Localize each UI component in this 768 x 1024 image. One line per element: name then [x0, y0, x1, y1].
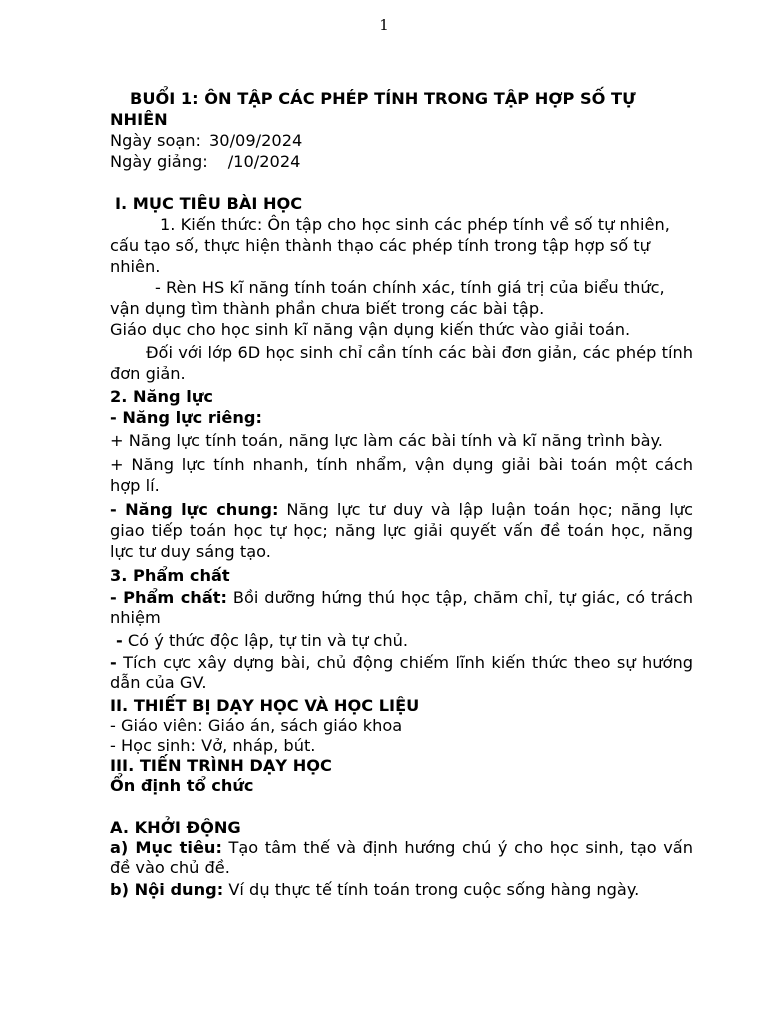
- date-prepared-value: 30/09/2024: [209, 131, 303, 150]
- specific-competence-label: - Năng lực riêng:: [110, 408, 262, 427]
- warmup-content-label: b) Nội dung:: [110, 880, 224, 899]
- date-taught: [110, 151, 693, 172]
- equipment-teacher: - Giáo viên: Giáo án, sách giáo khoa: [110, 716, 403, 735]
- process-heading: III. TIẾN TRÌNH DẠY HỌC: [110, 756, 332, 775]
- quality-paragraph: [110, 588, 693, 628]
- knowledge-paragraph: 1. Kiến thức: Ôn tập cho học sinh các phép tính về số tự nhiên, cấu tạo số, thực hiện thành thạo các phép tính trong tập hợp số tự nhiên.: [110, 215, 670, 276]
- quality-item-1: [110, 630, 693, 651]
- quality-item-2-dash: -: [110, 653, 117, 672]
- quality-item-1-text: Có ý thức độc lập, tự tin và tự chủ.: [127, 631, 409, 650]
- warmup-objective: [110, 838, 693, 878]
- warmup-content-text: Ví dụ thực tế tính toán trong cuộc sống hàng ngày.: [228, 880, 640, 899]
- class-note-paragraph: Đối với lớp 6D học sinh chỉ cần tính các bài đơn giản, các phép tính đơn giản.: [110, 343, 693, 383]
- specific-competence-item-1: + Năng lực tính toán, năng lực làm các bài tính và kĩ năng trình bày.: [110, 431, 663, 450]
- page-number: 1: [379, 16, 389, 34]
- warmup-objective-label: a) Mục tiêu:: [110, 838, 222, 857]
- quality-item-2: [110, 653, 693, 693]
- date-taught-label: Ngày giảng:: [110, 152, 208, 171]
- quality-item-2-text: Tích cực xây dựng bài, chủ động chiếm lĩnh kiến thức theo sự hướng dẫn của GV.: [110, 653, 693, 692]
- quality-text: Bồi dưỡng hứng thú học tập, chăm chỉ, tự giác, có trách nhiệm: [110, 588, 693, 627]
- date-taught-value: /10/2024: [227, 152, 301, 171]
- quality-label: - Phẩm chất:: [110, 588, 227, 607]
- general-competence-paragraph: [110, 499, 693, 562]
- equipment-heading: II. THIẾT BỊ DẠY HỌC VÀ HỌC LIỆU: [110, 696, 420, 715]
- process-subheading: Ổn định tổ chức: [110, 776, 254, 795]
- quality-item-1-dash: -: [116, 631, 123, 650]
- lesson-title: BUỔI 1: ÔN TẬP CÁC PHÉP TÍNH TRONG TẬP HỢP SỐ TỰ NHIÊN: [110, 89, 636, 129]
- date-prepared: [110, 130, 693, 151]
- warmup-content: [110, 880, 693, 900]
- document-body: [110, 88, 693, 900]
- skills-paragraph: - Rèn HS kĩ năng tính toán chính xác, tính giá trị của biểu thức, vận dụng tìm thành phần chưa biết trong các bài tập.: [110, 278, 665, 318]
- warmup-heading: A. KHỞI ĐỘNG: [110, 818, 241, 837]
- date-prepared-label: Ngày soạn:: [110, 131, 201, 150]
- general-competence-label: - Năng lực chung:: [110, 500, 279, 519]
- specific-competence-item-2: + Năng lực tính nhanh, tính nhẩm, vận dụng giải bài toán một cách hợp lí.: [110, 455, 693, 495]
- general-competence-text: Năng lực tư duy và lập luận toán học; năng lực giao tiếp toán học tự học; năng lực giải quyết vấn đề toán học, năng lực tư duy sáng tạo.: [110, 500, 694, 561]
- education-paragraph: Giáo dục cho học sinh kĩ năng vận dụng kiến thức vào giải toán.: [110, 320, 631, 339]
- section-objectives-heading: I. MỤC TIÊU BÀI HỌC: [115, 194, 303, 213]
- competence-heading: 2. Năng lực: [110, 387, 213, 406]
- quality-heading: 3. Phẩm chất: [110, 566, 230, 585]
- warmup-objective-text: Tạo tâm thế và định hướng chú ý cho học sinh, tạo vấn đề vào chủ đề.: [110, 838, 693, 877]
- equipment-student: - Học sinh: Vở, nháp, bút.: [110, 736, 316, 755]
